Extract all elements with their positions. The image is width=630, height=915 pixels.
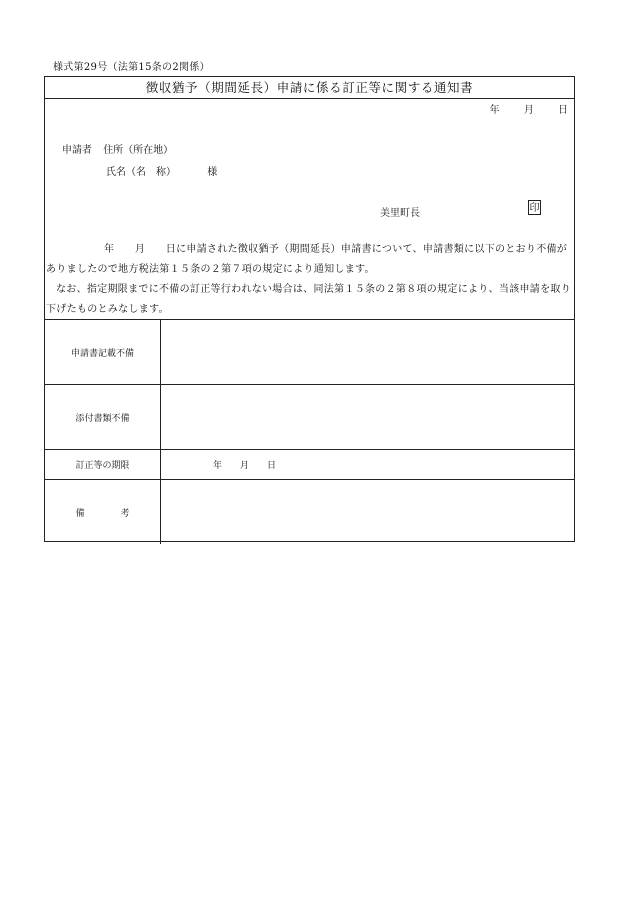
form-number-label: 様式第29号（法第15条の2関係）	[53, 62, 210, 73]
table-row	[45, 320, 574, 385]
seal-mark: 印	[528, 200, 541, 215]
applicant-name-line	[106, 163, 217, 178]
notice-paragraph-1: 年 月 日に申請された徴収猶予（期間延長）申請書について、申請書類に以下のとおり不備がありましたので地方税法第１５条の２第７項の規定により通知します。	[46, 244, 568, 275]
issuer-name: 美里町長	[380, 208, 420, 219]
applicant-name-label: 氏名（名 称）	[106, 167, 176, 178]
notice-paragraph-2: なお、指定期限までに不備の訂正等行われない場合は、同法第１５条の２第８項の規定により、当該申請を取り下げたものとみなします。	[46, 284, 571, 315]
applicant-address-label: 住所（所在地）	[103, 145, 174, 156]
applicant-address-line	[62, 141, 173, 156]
notice-form	[44, 76, 575, 542]
row-label-correction-deadline: 訂正等の期限	[45, 450, 161, 480]
row-value-correction-deadline: 年 月 日	[161, 450, 575, 480]
deficiency-table	[45, 319, 574, 544]
row-value-remarks	[161, 480, 575, 545]
table-row	[45, 480, 574, 545]
row-label-attachment-defects: 添付書類不備	[45, 385, 161, 450]
notice-body	[46, 240, 573, 320]
date-month: 月	[523, 105, 534, 116]
date-year: 年	[489, 105, 500, 116]
table-row	[45, 450, 574, 480]
date-day: 日	[558, 105, 568, 116]
table-row	[45, 385, 574, 450]
row-label-remarks: 備 考	[45, 480, 161, 545]
row-value-application-defects	[161, 320, 575, 385]
row-value-attachment-defects	[161, 385, 575, 450]
issue-date	[469, 101, 568, 116]
form-title: 徴収猶予（期間延長）申請に係る訂正等に関する通知書	[45, 77, 574, 99]
applicant-honorific: 様	[207, 167, 218, 178]
applicant-label: 申請者	[62, 145, 92, 156]
row-label-application-defects: 申請書記載不備	[45, 320, 161, 385]
